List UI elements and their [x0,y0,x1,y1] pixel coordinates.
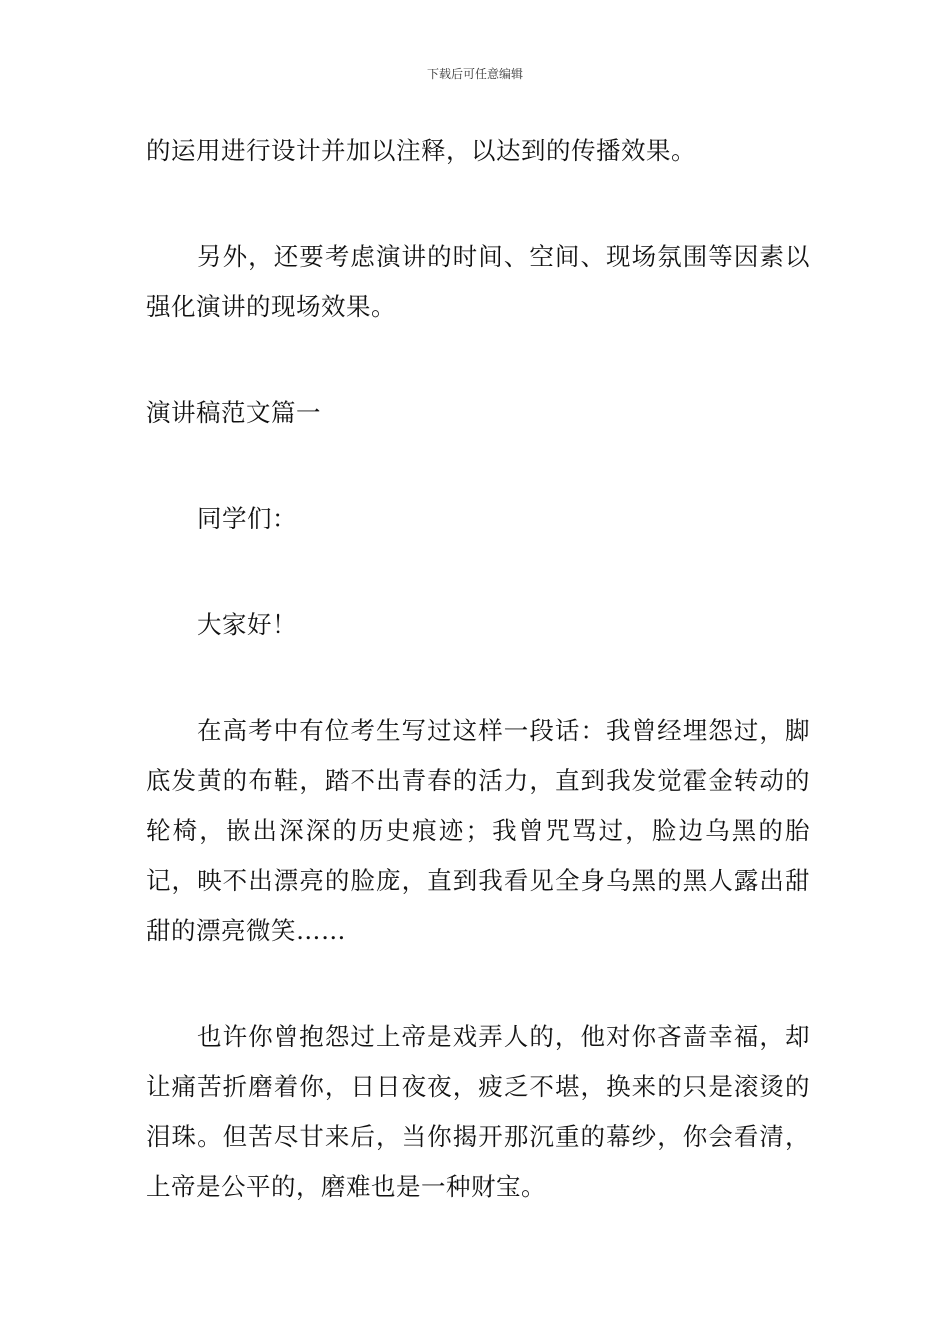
page-header: 下载后可任意编辑 [426,67,523,81]
paragraph-exam-quote: 在高考中有位考生写过这样一段话：我曾经埋怨过，脚底发黄的布鞋，踏不出青春的活力，直到我发觉霍金转动的轮椅，嵌出深深的历史痕迹；我曾咒骂过，脸边乌黑的胎记，映不出漂亮的脸庞，直到我看见全身乌黑的黑人露出甜甜的漂亮微笑…… [146,716,810,945]
greeting: 大家好！ [197,610,297,639]
paragraph-continuation: 的运用进行设计并加以注释，以达到的传播效果。 [146,136,696,165]
document-body [146,126,810,1212]
paragraph-hardship: 也许你曾抱怨过上帝是戏弄人的，他对你吝啬幸福，却让痛苦折磨着你，日日夜夜，疲乏不堪，换来的只是滚烫的泪珠。但苦尽甘来后，当你揭开那沉重的幕纱，你会看清，上帝是公平的，磨难也是一种财宝。 [146,1022,810,1201]
salutation: 同学们： [197,504,297,533]
paragraph-considerations: 另外，还要考虑演讲的时间、空间、现场氛围等因素以强化演讲的现场效果。 [146,242,810,321]
section-heading: 演讲稿范文篇一 [146,398,321,427]
